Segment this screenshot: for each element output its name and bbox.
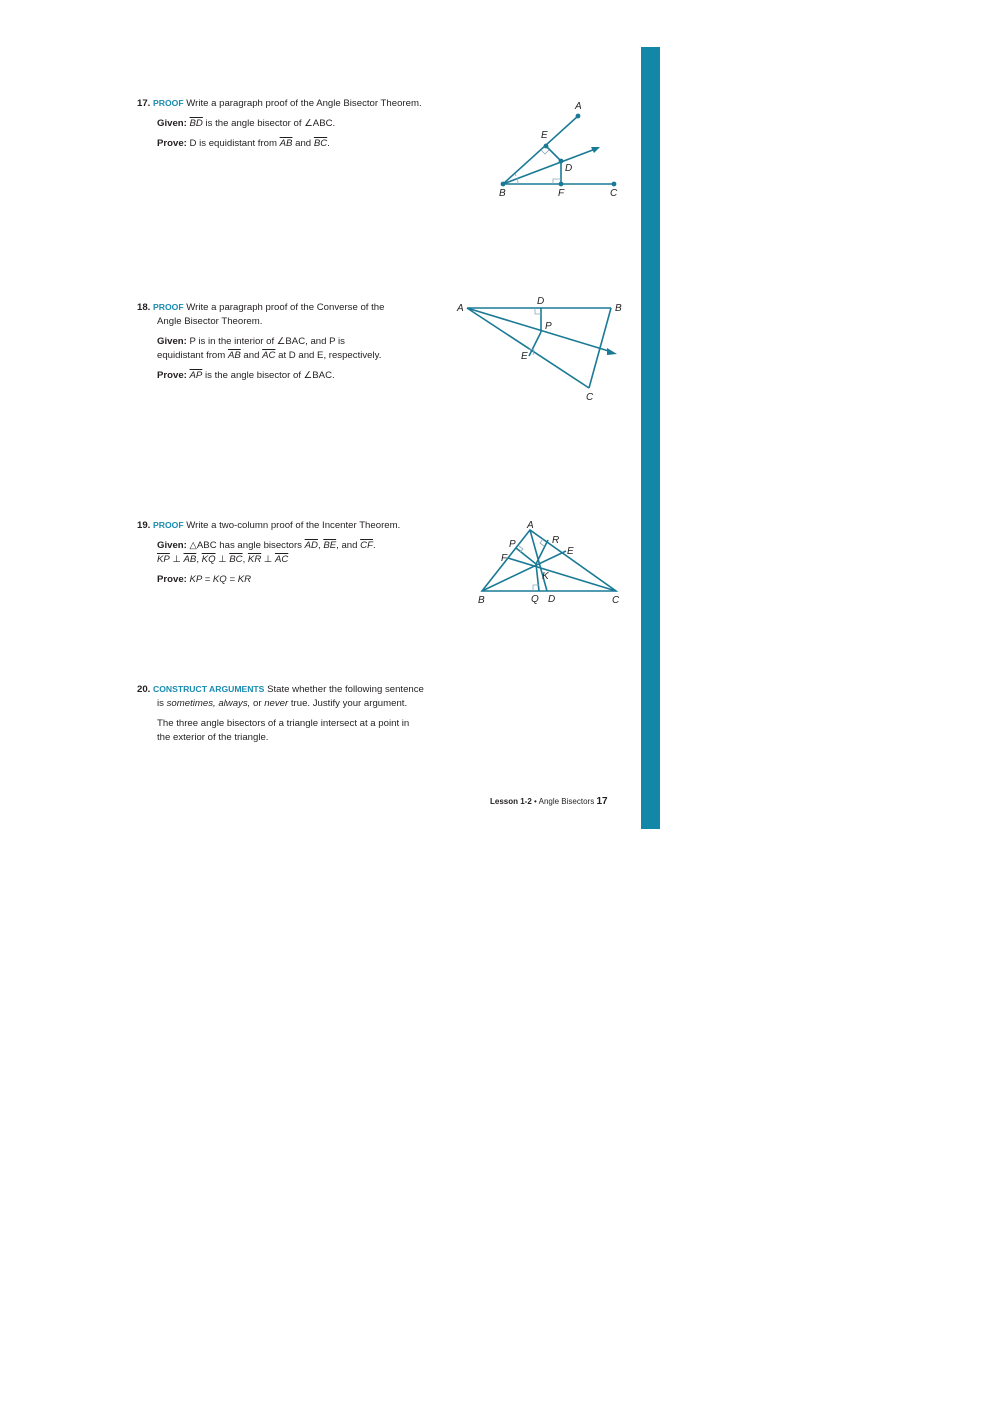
label-P: P [545,321,552,332]
problem-18-given [137,335,384,349]
prove-text: is the angle bisector of ∠BAC. [205,370,335,381]
segment: $\overline{AP}$ [189,370,203,381]
perp-symbol: ⊥ [218,554,227,565]
perp-symbol: ⊥ [263,554,273,565]
problem-20-prompt [137,682,424,697]
label-A: A [575,101,582,112]
label-F: F [501,553,508,564]
statement-text: the exterior of the triangle. [157,732,269,743]
option-text: never [264,698,289,709]
given-text: and [243,350,260,361]
prompt-text: Write a paragraph proof of the Converse of the [186,302,385,313]
prove-label: Prove: [157,138,187,149]
prompt-text: Write a two-column proof of the Incenter Theorem. [186,520,401,531]
label-Q: Q [531,594,539,605]
given-text: . [372,540,376,551]
prove-text: D is equidistant from [189,138,277,149]
label-B: B [499,188,506,199]
problem-17-prove [137,137,422,151]
label-A: A [457,303,464,314]
label-C: C [586,392,594,403]
segment: $\overline{BC}$ [229,554,243,565]
segment: $\overline{KP}$ [157,554,170,565]
label-D: D [548,594,556,605]
figure-17-angle-bisector [490,95,630,205]
problem-17 [137,96,422,151]
problem-19-given-cont [137,553,400,567]
side-color-bar [641,47,660,829]
label-D: D [565,163,573,174]
prompt-text: Angle Bisector Theorem. [157,316,263,327]
problem-tag: PROOF [153,520,184,530]
label-E: E [521,351,528,362]
segment: $\overline{AB}$ [279,138,293,149]
prove-label: Prove: [157,370,187,381]
problem-number: 17. [137,98,151,109]
given-text: △ABC has angle bisectors [189,540,302,551]
given-text: equidistant from [157,350,226,361]
problem-number: 19. [137,520,151,531]
prove-text: KP = KQ = KR [189,574,252,585]
lesson-title: Angle Bisectors [538,797,595,806]
segment: $\overline{AD}$ [304,540,318,551]
segment: $\overline{AC}$ [262,350,276,361]
label-D: D [537,296,545,307]
segment: $\overline{AC}$ [274,554,289,565]
problem-tag: PROOF [153,98,184,108]
prove-text: . [327,138,330,149]
option-text: always, [218,698,251,709]
prompt-text: State whether the following sentence [267,684,424,695]
given-text: is the angle bisector of ∠ABC. [205,118,336,129]
problem-18-given-cont [137,349,384,363]
label-B: B [615,303,622,314]
statement-text: The three angle bisectors of a triangle intersect at a point in [157,718,410,729]
page-footer [490,796,608,807]
given-text: P is in the interior of ∠BAC, and P is [189,336,345,347]
label-K: K [542,571,549,582]
figure-18-converse [450,295,630,405]
prove-label: Prove: [157,574,187,585]
given-text: , [242,554,246,565]
label-E: E [541,130,548,141]
prompt-text: is [157,698,164,709]
prompt-text: Write a paragraph proof of the Angle Bisector Theorem. [186,98,422,109]
prompt-text: true. Justify your argument. [290,698,408,709]
perp-symbol: ⊥ [172,554,181,565]
option-text: sometimes, [166,698,216,709]
given-label: Given: [157,540,187,551]
problem-tag: PROOF [153,302,184,312]
segment: $\overline{AB}$ [183,554,197,565]
problem-18 [137,300,384,383]
problem-number: 18. [137,302,151,313]
segment: $\overline{CF}$ [360,540,373,551]
problem-19 [137,518,400,587]
problem-17-given [137,117,422,131]
given-text: at D and E, respectively. [278,350,382,361]
page-number: 17 [596,796,608,807]
given-text: , and [336,540,358,551]
problem-20 [137,682,424,745]
given-label: Given: [157,118,187,129]
segment: $\overline{BD}$ [189,118,203,129]
problem-20-prompt-cont [137,697,424,711]
problem-17-prompt [137,96,422,111]
lesson-number: Lesson 1-2 [490,797,532,806]
problem-18-prompt [137,300,384,315]
segment: $\overline{KR}$ [247,554,262,565]
label-P: P [509,539,516,550]
segment: $\overline{BE}$ [323,540,337,551]
segment: $\overline{KQ}$ [201,554,216,565]
label-B: B [478,595,485,606]
label-R: R [552,535,560,546]
label-A: A [527,520,534,531]
label-E: E [567,546,574,557]
problem-19-prompt [137,518,400,533]
problem-number: 20. [137,684,151,695]
given-text: , [196,554,199,565]
problem-19-given [137,539,400,553]
figure-19-incenter [472,515,632,610]
segment: $\overline{AB}$ [227,350,241,361]
label-C: C [612,595,620,606]
problem-18-prove [137,369,384,383]
problem-tag: CONSTRUCT ARGUMENTS [153,684,265,694]
segment: $\overline{BC}$ [313,138,328,149]
label-F: F [558,188,565,199]
label-C: C [610,188,618,199]
footer-bullet: • [534,797,537,806]
problem-19-prove [137,573,400,587]
prompt-text: or [253,698,262,709]
given-label: Given: [157,336,187,347]
prove-text: and [295,138,312,149]
given-text: , [317,540,321,551]
